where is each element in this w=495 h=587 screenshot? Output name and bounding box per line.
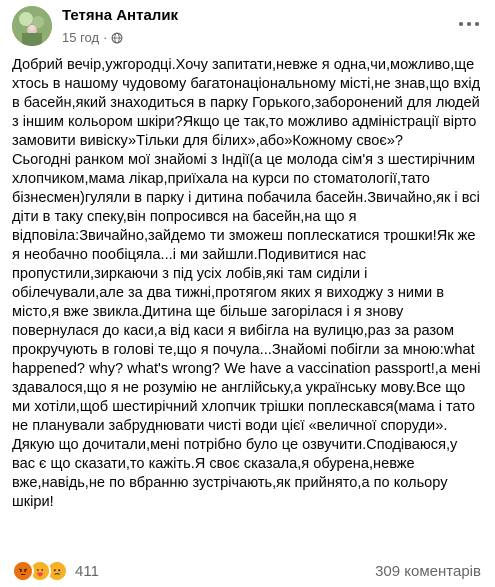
meta-separator: · — [103, 30, 108, 45]
author-avatar[interactable] — [12, 6, 52, 46]
angry-reaction-icon — [12, 560, 34, 582]
post-footer — [0, 556, 495, 587]
post-meta — [62, 30, 123, 45]
dot-icon — [467, 22, 471, 26]
avatar-photo-icon — [12, 6, 52, 46]
comments-count-link[interactable]: 309 коментарів — [375, 563, 481, 580]
reactions-summary[interactable] — [12, 560, 99, 582]
dot-icon — [459, 22, 463, 26]
globe-icon — [111, 32, 123, 44]
reaction-count: 411 — [75, 562, 99, 580]
more-options-button[interactable] — [451, 6, 487, 42]
dot-icon — [475, 22, 479, 26]
post-header — [0, 0, 495, 50]
post-text: Добрий вечір,ужгородці.Хочу запитати,невже я одна,чи,можливо,ще хтось в нашому чудовому багатонаціональному місті,не знав,що вхід в басейн,який знаходиться в парку Горького,заборонений для людей з іншим кольором шкіри?Якщо це так,то можливо адміністрації вірто замовити вивіску»Тільки для білих»,або»Кожному своє»? Сьогодні ранком мої знайомі з Індії(а це молода сім'я з шестирічним хлопчиком,мама лікар,приїхала на курси по стоматології,тато бізнесмен)гуляли в парку і дитина побачила басейн.Звичайно,як і всі діти в таку спеку,він попросився на басейн,на що я відповіла:Звичайно,зайдемо ти зможеш поплескатися трошки!Як же я необачно пообіцяла...і ми зайшли.Подивитися нас пропустили,зиркаючи з під усіх лобів,які там сиділи і обілечували,але за два тижні,протягом яких я виходжу з ними в місто,я вже звикла.Дитина ще більше загорілася і я знову повернулася до каси,а від каси я вибігла на вулицю,раз за разом прокручують в голові те,що я почула...Знайомі побігли за мною:what happened? why? what's wrong? We have a vaccination passport!,а мені здавалося,що я не розумію не англійську,а українську мову.Все що ми хотіли,щоб шестирічний хлопчик трішки поплескався(мама і тато не планували забруднювати чисті води цієї «величної споруди». Дякую що дочитали,мені потрібно було це озвучити.Сподіваюся,у вас є що сказати,то кажіть.Я своє сказала,я обурена,невже вже,навідь,не по вбранню зустрічають,як прийнято,а по кольору шкіри! — [12, 57, 481, 510]
author-name[interactable]: Тетяна Анталик — [62, 7, 179, 24]
post-time[interactable]: 15 год — [62, 30, 100, 45]
